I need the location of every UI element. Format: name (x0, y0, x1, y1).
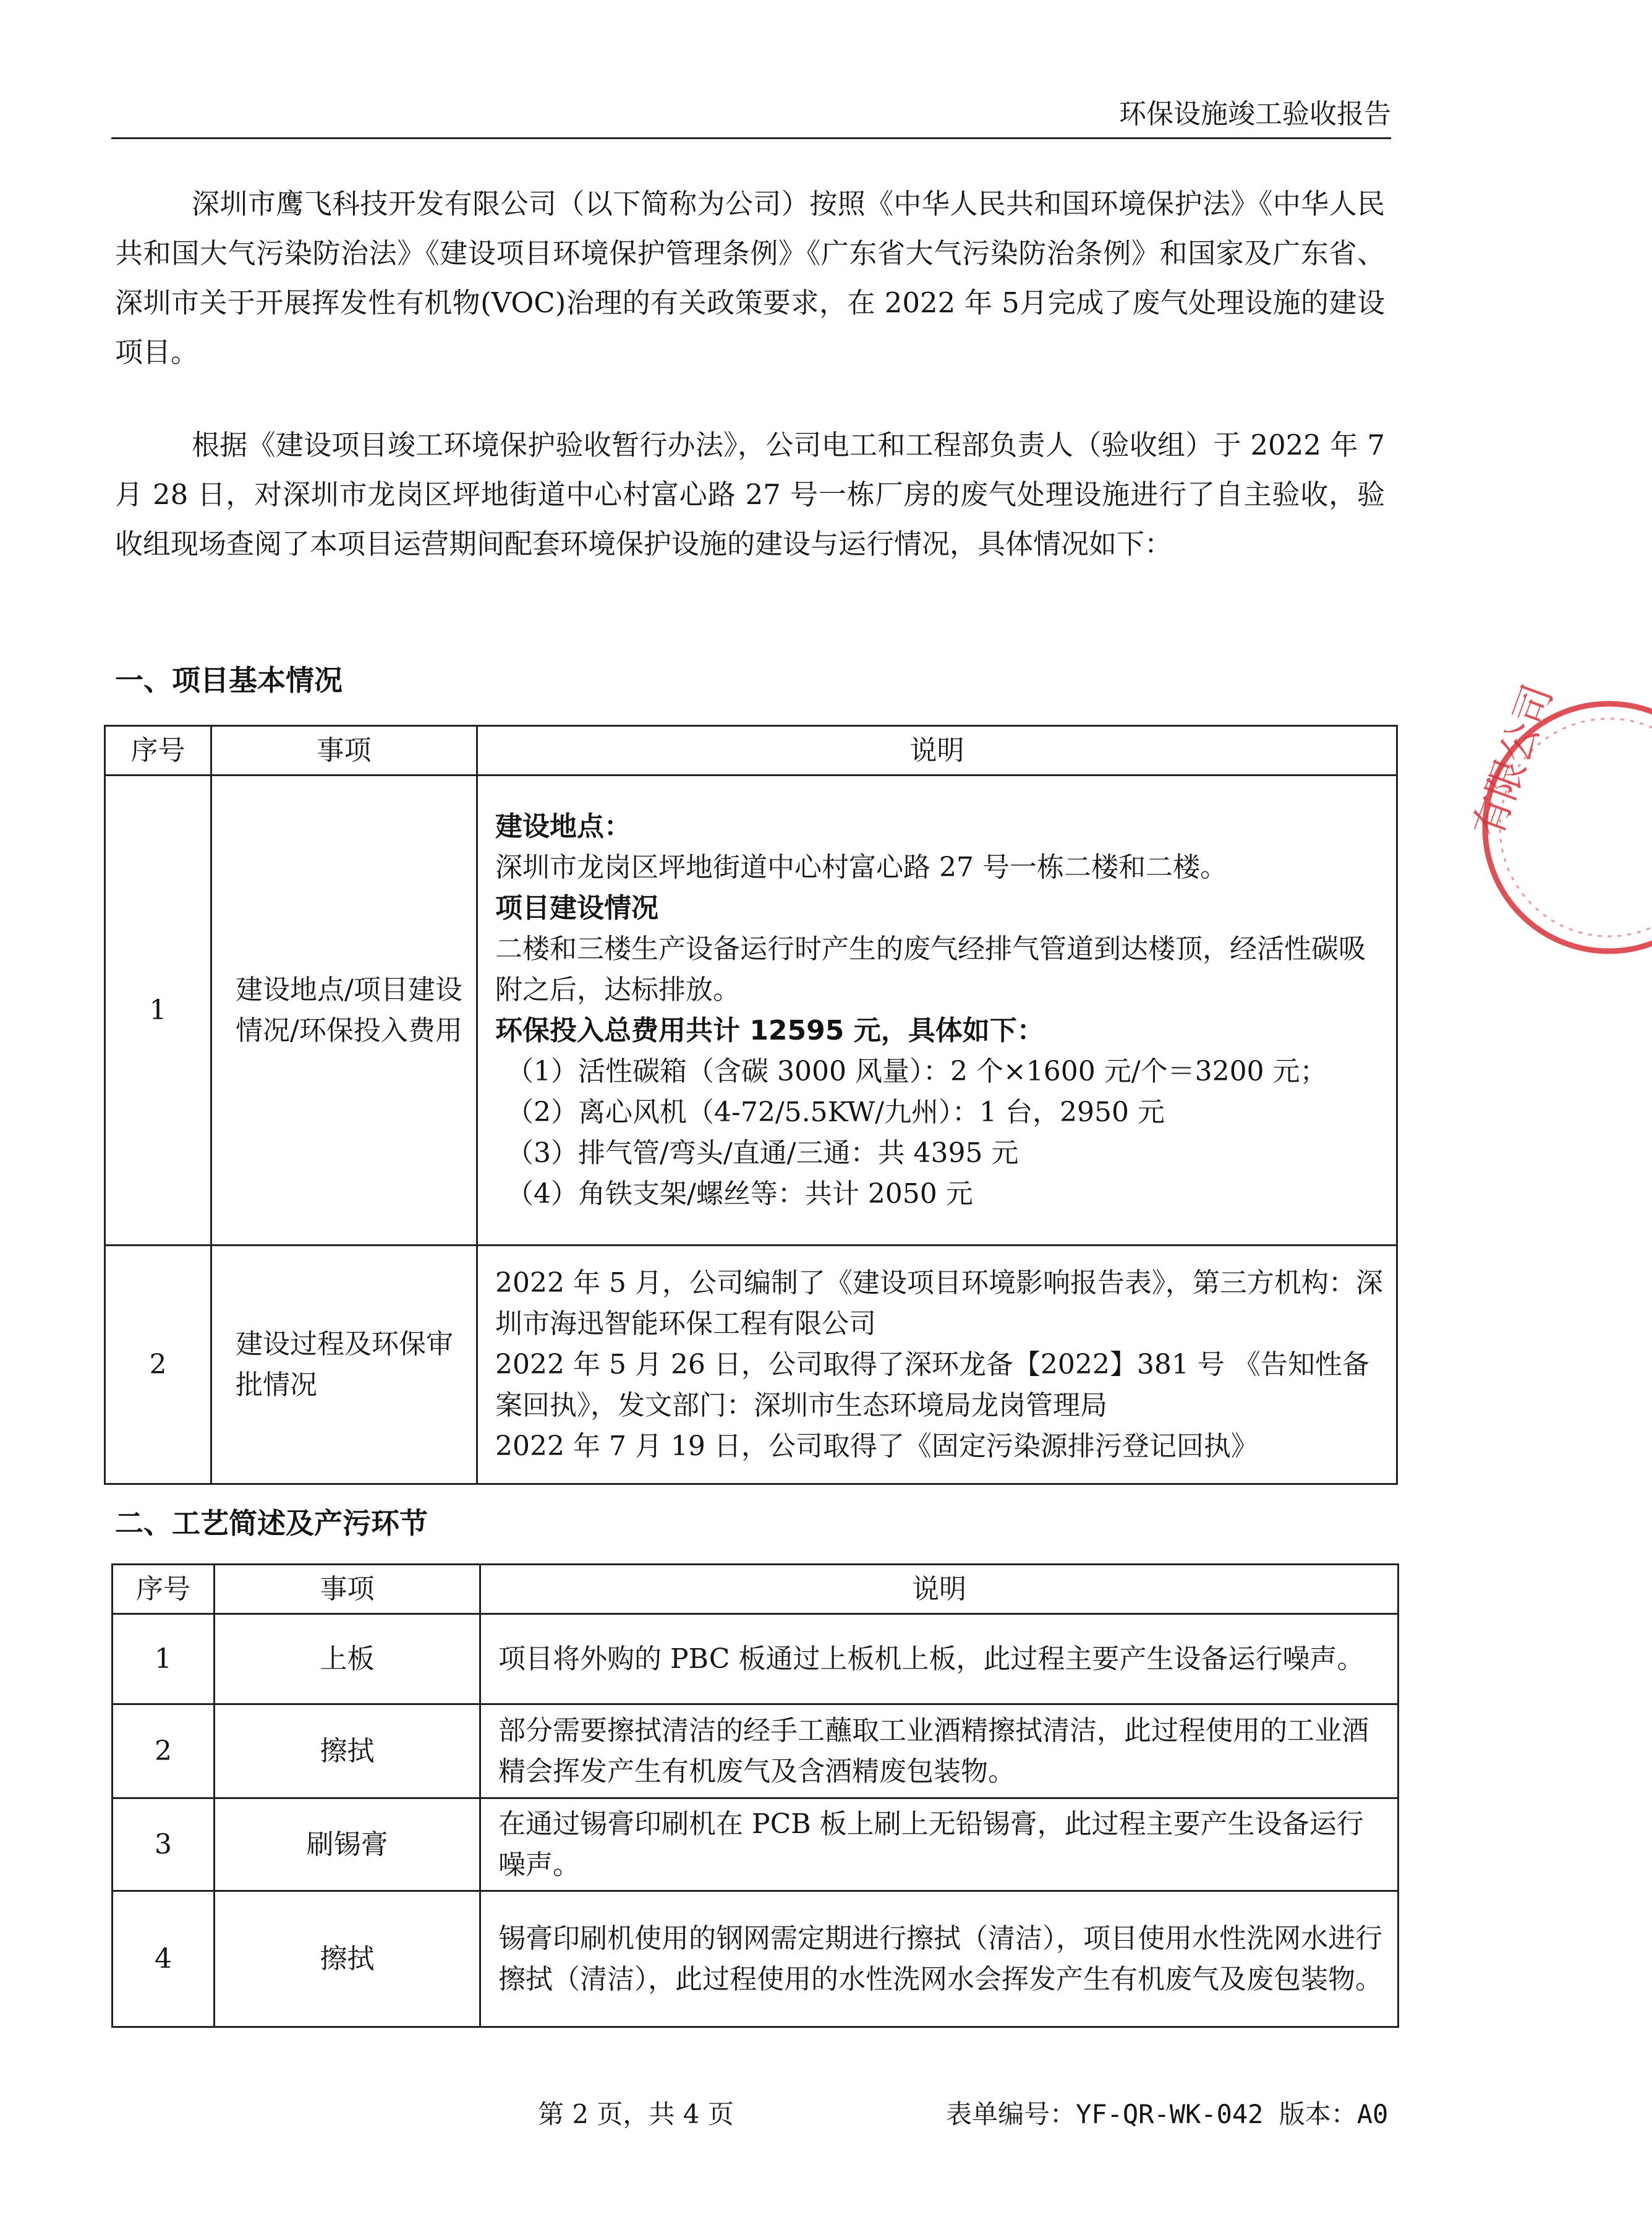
row-item: 建设地点/项目建设情况/环保投入费用 (211, 776, 477, 1246)
row-item: 上板 (215, 1614, 480, 1704)
table-header-row (113, 1565, 1399, 1614)
intro-paragraph-2: 根据《建设项目竣工环境保护验收暂行办法》，公司电工和工程部负责人（验收组）于 2022 年 7 月 28 日，对深圳市龙岗区坪地街道中心村富心路 27 号一栋厂房的废气处理设施进行了自主验收，验收组现场查阅了本项目运营期间配套环境保护设施的建设与运行情况，具体情况如下： (115, 429, 1385, 560)
header-seq: 序号 (113, 1565, 215, 1614)
process-line: 2022 年 5 月 26 日，公司取得了深环龙备【2022】381 号 《告知性备案回执》，发文部门：深圳市生态环境局龙岗管理局 (495, 1348, 1369, 1421)
row-item: 建设过程及环保审批情况 (211, 1246, 477, 1484)
location-text: 深圳市龙岗区坪地街道中心村富心路 27 号一栋二楼和二楼。 (495, 851, 1227, 883)
table-row (113, 1614, 1399, 1704)
header-desc: 说明 (477, 726, 1397, 776)
row-item: 刷锡膏 (215, 1798, 480, 1891)
construction-label: 项目建设情况 (495, 892, 658, 924)
process-table (111, 1563, 1399, 2028)
footer-form-info: 表单编号：YF-QR-WK-042 版本：A0 (946, 2099, 1389, 2129)
cost-item: （3）排气管/弯头/直通/三通：共 4395 元 (506, 1137, 1019, 1169)
row-item: 擦拭 (215, 1704, 480, 1798)
header-desc: 说明 (480, 1565, 1399, 1614)
cost-item: （2）离心风机（4-72/5.5KW/九州）：1 台，2950 元 (506, 1096, 1165, 1128)
table-row (113, 1891, 1399, 2027)
row-seq: 2 (113, 1704, 215, 1798)
location-label: 建设地点： (495, 810, 631, 842)
row-desc: 锡膏印刷机使用的钢网需定期进行擦拭（清洁），项目使用水性洗网水进行擦拭（清洁），此过程使用的水性洗网水会挥发产生有机废气及废包装物。 (480, 1891, 1399, 2027)
section-heading-process: 二、工艺简述及产污环节 (115, 1507, 428, 1540)
header-item: 事项 (211, 726, 477, 776)
row-desc: 部分需要擦拭清洁的经手工蘸取工业酒精擦拭清洁，此过程使用的工业酒精会挥发产生有机废气及含酒精废包装物。 (480, 1704, 1399, 1798)
section-heading-basic-info: 一、项目基本情况 (115, 664, 343, 697)
table-row (105, 1246, 1397, 1484)
construction-text: 二楼和三楼生产设备运行时产生的废气经排气管道到达楼顶，经活性碳吸附之后，达标排放。 (495, 933, 1366, 1006)
header-title: 环保设施竣工验收报告 (1119, 98, 1391, 130)
row-seq: 3 (113, 1798, 215, 1891)
footer-page-info: 第 2 页，共 4 页 (538, 2099, 734, 2129)
process-line: 2022 年 7 月 19 日，公司取得了《固定污染源排污登记回执》 (495, 1430, 1258, 1462)
row-desc: 项目将外购的 PBC 板通过上板机上板，此过程主要产生设备运行噪声。 (480, 1614, 1399, 1704)
basic-info-table (104, 725, 1398, 1485)
cost-label: 环保投入总费用共计 12595 元，具体如下： (495, 1014, 1044, 1046)
row-seq: 1 (105, 776, 211, 1246)
cost-item: （1）活性碳箱（含碳 3000 风量）：2 个×1600 元/个＝3200 元； (506, 1055, 1327, 1087)
header-item: 事项 (215, 1565, 480, 1614)
table-row (113, 1704, 1399, 1798)
row-item: 擦拭 (215, 1891, 480, 2027)
table-row (113, 1798, 1399, 1891)
intro-paragraph-1: 深圳市鹰飞科技开发有限公司（以下简称为公司）按照《中华人民共和国环境保护法》《中华人民共和国大气污染防治法》《建设项目环境保护管理条例》《广东省大气污染防治条例》和国家及广东省、深圳市关于开展挥发性有机物(VOC)治理的有关政策要求，在 2022 年 5月完成了废气处理设施的建设项目。 (115, 187, 1385, 369)
process-line: 2022 年 5 月，公司编制了《建设项目环境影响报告表》，第三方机构：深圳市海迅智能环保工程有限公司 (495, 1267, 1383, 1340)
table-row (105, 776, 1397, 1246)
header-seq: 序号 (105, 726, 211, 776)
cost-item: （4）角铁支架/螺丝等：共计 2050 元 (506, 1178, 973, 1210)
row-desc: 在通过锡膏印刷机在 PCB 板上刷上无铅锡膏，此过程主要产生设备运行噪声。 (480, 1798, 1399, 1891)
row-desc (477, 776, 1397, 1246)
table-header-row (105, 726, 1397, 776)
seal-text: 有限公司 (1465, 678, 1562, 844)
row-seq: 2 (105, 1246, 211, 1484)
row-seq: 4 (113, 1891, 215, 2027)
header-rule (111, 137, 1391, 139)
row-seq: 1 (113, 1614, 215, 1704)
row-desc (477, 1246, 1397, 1484)
company-seal (1467, 679, 1652, 976)
